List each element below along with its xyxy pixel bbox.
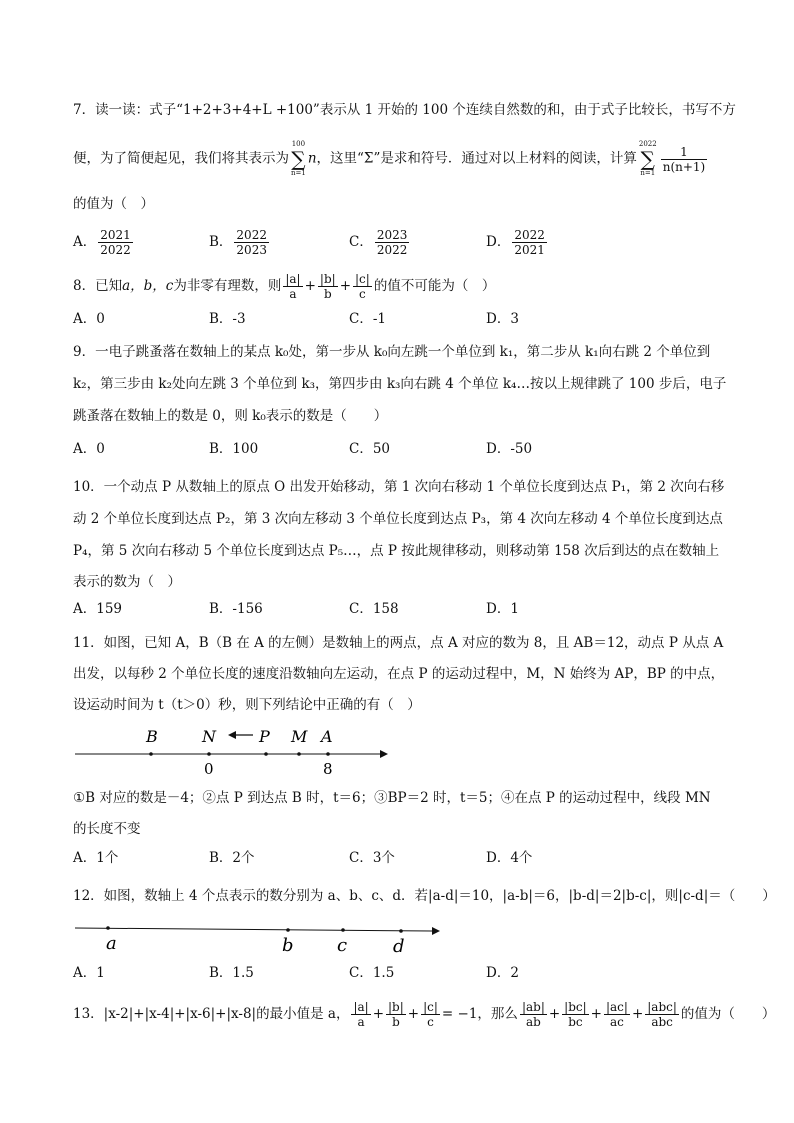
point-p <box>264 752 268 756</box>
label-d-2: d <box>393 936 405 957</box>
q8-option[interactable]: C．-1 <box>349 311 386 327</box>
sum1-var: n <box>307 150 317 167</box>
q9-line1: 9．一电子跳蚤落在数轴上的某点 k₀处，第一步从 k₀向左跳一个单位到 k₁，第二步从 k₁向右跳 2 个单位到 <box>73 344 711 360</box>
tick-0: 0 <box>204 760 214 778</box>
q7-option-label: D． <box>486 234 511 250</box>
q9-line3: 跳蚤落在数轴上的数是 0，则 k₀表示的数是（ ） <box>73 408 388 424</box>
q13-fraction-b-num: |abc| <box>647 1000 677 1014</box>
q12-options <box>73 960 713 986</box>
q13-fraction-b-den: abc <box>651 1015 673 1029</box>
q9-option[interactable]: B．100 <box>209 441 259 457</box>
q13-fraction-a <box>421 1000 440 1029</box>
q8-fraction-num: |b| <box>319 272 336 286</box>
q8-fraction-den: b <box>323 287 332 301</box>
q13-fraction-b <box>645 1000 679 1029</box>
q13-fraction-b-den: ac <box>610 1015 624 1029</box>
axis-arrow-2 <box>432 927 440 935</box>
q7-option-label: A． <box>73 234 97 250</box>
q8-mid: 为非零有理数，则 <box>173 278 282 294</box>
q10-option[interactable]: B．-156 <box>209 601 263 617</box>
q13-suffix: 的值为（ ） <box>680 1006 776 1022</box>
q7-option-fraction-den: 2022 <box>100 243 131 257</box>
q8-suffix: 的值不可能为（ ） <box>373 278 496 294</box>
plus-sign: + <box>631 1006 644 1022</box>
q7-option-fraction-den: 2023 <box>236 243 267 257</box>
q7-line2 <box>73 140 709 178</box>
q7-line2a: 便，为了简便起见，我们将其表示为 <box>73 150 289 167</box>
q8-option[interactable]: D．3 <box>486 311 519 327</box>
plus-sign: + <box>304 278 316 294</box>
q13-fraction-a <box>386 1000 406 1029</box>
q13-prefix: 13．|x-2|+|x-4|+|x-6|+|x-8|的最小值是 a， <box>73 1006 350 1022</box>
q9-options <box>73 436 713 462</box>
q13-fraction-a-num: |a| <box>353 1000 369 1014</box>
q10-line2: 动 2 个单位长度到达点 P₂，第 3 次向左移动 3 个单位长度到达点 P₃，第 4 次向左移动 4 个单位长度到达点 <box>73 511 723 527</box>
sum2-bottom: n=1 <box>640 169 656 177</box>
sum-symbol-1: 100 ∑ n=1 <box>291 140 306 177</box>
q8-options <box>73 306 713 332</box>
q8-option[interactable]: A．0 <box>73 311 105 327</box>
q11-option[interactable]: A．1个 <box>73 850 119 866</box>
q7-option-fraction-num: 2022 <box>514 228 545 242</box>
q7-option[interactable] <box>486 228 549 257</box>
q8-fraction-num: |a| <box>285 272 301 286</box>
q13-fraction-b-den: ab <box>525 1015 541 1029</box>
point-a-2 <box>106 926 110 930</box>
q8-vars: a，b，c <box>122 278 174 294</box>
plus-sign: + <box>339 278 352 294</box>
label-b: B <box>146 727 158 746</box>
q7-option-label: B． <box>209 234 233 250</box>
sum2-den: n(n+1) <box>662 159 706 174</box>
q13-fraction-a-num: |c| <box>423 1000 438 1014</box>
q8-fraction <box>283 272 302 301</box>
sum2-num: 1 <box>661 145 708 160</box>
q8-line <box>73 272 495 301</box>
point-a <box>326 752 330 756</box>
q13-fractions-1 <box>349 1000 441 1029</box>
move-left-arrow-icon <box>228 731 236 739</box>
q7-option-fraction-num: 2023 <box>376 228 408 242</box>
q12-option[interactable]: B．1.5 <box>209 965 254 981</box>
q12-option[interactable]: A．1 <box>73 965 105 981</box>
label-a: A <box>321 727 333 746</box>
q8-fraction-num: |c| <box>355 272 370 286</box>
q7-option-fraction-num: 2021 <box>100 228 131 242</box>
q11-line1: 11．如图，已知 A，B（B 在 A 的左侧）是数轴上的两点，点 A 对应的数为 8，且 AB＝12，动点 P 从点 A <box>73 635 724 651</box>
q12-line1: 12．如图，数轴上 4 个点表示的数分别为 a、b、c、d．若|a-d|＝10，|a-b|＝6，|b-d|＝2|b-c|，则|c-d|＝（ ） <box>73 888 776 904</box>
q11-line2: 出发，以每秒 2 个单位长度的速度沿数轴向左运动，在点 P 的运动过程中，M，N 始终为 AP，BP 的中点， <box>73 666 725 682</box>
q11-option[interactable]: D．4个 <box>486 850 533 866</box>
q7-option[interactable] <box>209 228 271 257</box>
q11-line3: 设运动时间为 t（t＞0）秒，则下列结论中正确的有（ ） <box>73 697 421 713</box>
sum1-bottom: n=1 <box>291 169 306 177</box>
q7-line2b: ，这里“Σ”是求和符号．通过对以上材料的阅读，计算 <box>316 150 637 167</box>
q11-line4: ①B 对应的数是－4；②点 P 到达点 B 时，t＝6；③BP＝2 时，t＝5；④在点 P 的运动过程中，线段 MN <box>73 790 711 806</box>
q13-fraction-b <box>520 1000 547 1029</box>
q12-option[interactable]: D．2 <box>486 965 519 981</box>
q8-fraction <box>353 272 372 301</box>
q7-option-fraction <box>375 228 410 257</box>
q7-option-label: C． <box>349 234 373 250</box>
q7-option-fraction-den: 2022 <box>376 243 408 257</box>
tick-8: 8 <box>323 760 333 778</box>
q7-option[interactable] <box>349 228 411 257</box>
q7-option-fraction-num: 2022 <box>236 228 267 242</box>
q8-fraction-den: c <box>359 287 366 301</box>
q13-fraction-a-num: |b| <box>388 1000 404 1014</box>
q7-option[interactable] <box>73 228 135 257</box>
q8-fractions <box>281 272 373 301</box>
q13-fraction-b-num: |ab| <box>521 1000 545 1014</box>
q13-eq: = −1，那么 <box>441 1006 518 1022</box>
q9-option[interactable]: C．50 <box>349 441 391 457</box>
q7-option-fraction <box>512 228 547 257</box>
axis-arrow <box>380 750 388 758</box>
q12-option[interactable]: C．1.5 <box>349 965 395 981</box>
q13-fraction-a-den: a <box>357 1015 365 1029</box>
q8-option[interactable]: B．-3 <box>209 311 246 327</box>
q8-fraction <box>318 272 338 301</box>
q7-line1: 7．读一读：式子“1+2+3+4+L +100”表示从 1 开始的 100 个连续自然数的和，由于式子比较长，书写不方 <box>73 102 736 118</box>
point-m <box>297 752 301 756</box>
q10-line3: P₄，第 5 次向右移动 5 个单位长度到达点 P₅…，点 P 按此规律移动，则移动第 158 次后到达的点在数轴上 <box>73 543 720 559</box>
q8-fraction-den: a <box>289 287 297 301</box>
q7-option-fraction <box>234 228 269 257</box>
point-b <box>149 752 153 756</box>
q11-option[interactable]: B．2个 <box>209 850 255 866</box>
sum1-top: 100 <box>291 140 306 148</box>
q9-line2: k₂，第三步由 k₂处向左跳 3 个单位到 k₃，第四步由 k₃向右跳 4 个单位 k₄…按以上规律跳了 100 步后，电子 <box>73 376 727 392</box>
label-a-2: a <box>106 933 117 954</box>
q11-line5: 的长度不变 <box>73 821 141 837</box>
sum2-top: 2022 <box>638 140 657 148</box>
point-c-2 <box>341 928 345 932</box>
q11-options <box>73 845 713 871</box>
label-m: M <box>291 727 308 746</box>
label-n: N <box>202 727 216 746</box>
q7-option-fraction <box>98 228 133 257</box>
plus-sign: + <box>407 1006 420 1022</box>
point-d-2 <box>399 929 403 933</box>
q13-fraction-a-den: b <box>392 1015 400 1029</box>
q13-fraction-b-num: |bc| <box>564 1000 587 1014</box>
q10-line1: 10．一个动点 P 从数轴上的原点 O 出发开始移动，第 1 次向右移动 1 个单位长度到达点 P₁，第 2 次向右移 <box>73 479 725 495</box>
q13-fraction-a <box>351 1000 370 1029</box>
q10-option[interactable]: C．158 <box>349 601 399 617</box>
q7-options <box>73 228 713 257</box>
plus-sign: + <box>372 1006 385 1022</box>
point-n <box>207 752 211 756</box>
q10-options <box>73 596 713 622</box>
label-b-2: b <box>282 935 294 956</box>
q13-fraction-b-den: bc <box>568 1015 583 1029</box>
q10-option[interactable]: A．159 <box>73 601 123 617</box>
point-b-2 <box>286 928 290 932</box>
q13-fraction-b <box>604 1000 630 1029</box>
plus-sign: + <box>548 1006 561 1022</box>
label-c-2: c <box>337 935 348 956</box>
q13-fraction-b-num: |ac| <box>605 1000 628 1014</box>
q13-fraction-b <box>562 1000 589 1029</box>
q13-fraction-a-den: c <box>427 1015 434 1029</box>
label-p: P <box>259 727 270 746</box>
q8-prefix: 8．已知 <box>73 278 123 294</box>
sum2-fraction <box>661 145 708 174</box>
q9-option[interactable]: A．0 <box>73 441 105 457</box>
q13-line <box>73 1000 775 1029</box>
q11-number-line <box>70 722 400 782</box>
q9-option[interactable]: D．-50 <box>486 441 533 457</box>
q7-option-fraction-den: 2021 <box>514 243 545 257</box>
axis-line-2 <box>75 928 432 931</box>
q7-line3: 的值为（ ） <box>73 196 154 212</box>
q10-line4: 表示的数为（ ） <box>73 574 181 590</box>
q12-number-line <box>70 916 450 960</box>
sum-symbol-2: 2022 ∑ n=1 <box>638 140 657 177</box>
q10-option[interactable]: D．1 <box>486 601 519 617</box>
q13-fractions-2 <box>518 1000 681 1029</box>
q11-option[interactable]: C．3个 <box>349 850 395 866</box>
plus-sign: + <box>590 1006 602 1022</box>
